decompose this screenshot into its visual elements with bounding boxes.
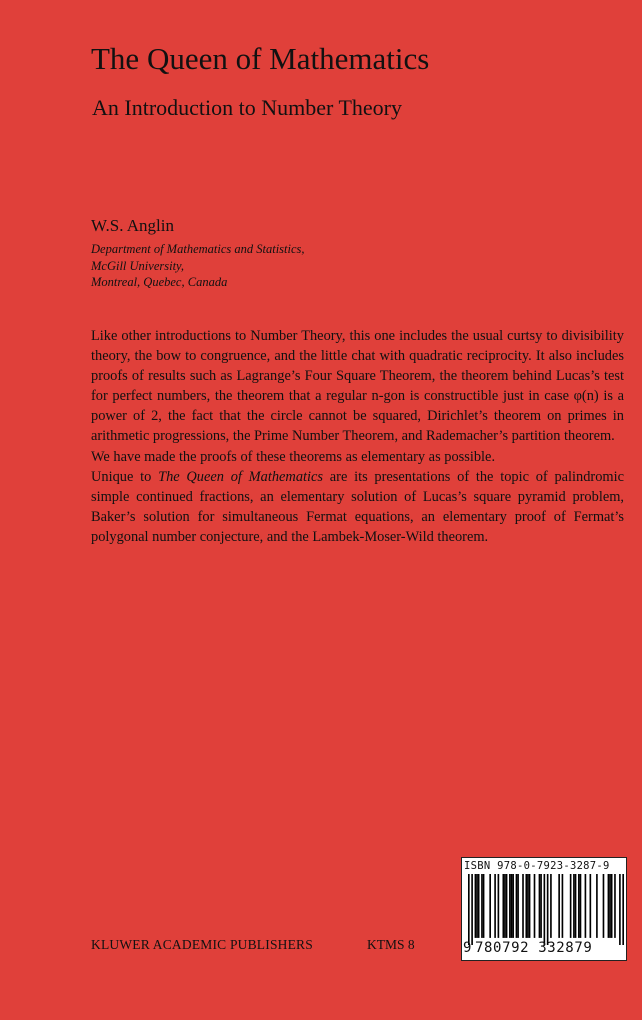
barcode-bar	[558, 874, 560, 938]
description-paragraph: Like other introductions to Number Theory, this one includes the usual curtsy to divisibility theory, the bow to congruence, and the little chat with quadratic reciprocity. It also includes proofs of results such as Lagrange’s Four Square Theorem, the theorem behind Lucas’s test for perfect numbers, the theorem that a regular n-gon is constructible just in case φ(n) is a power of 2, the fact that the circle cannot be squared, Dirichlet’s theorem on primes in arithmetic progressions, the Prime Number Theorem, and Rademacher’s partition theorem.	[91, 328, 624, 445]
publisher-name: KLUWER ACADEMIC PUBLISHERS	[91, 937, 313, 952]
description-paragraph	[91, 467, 624, 547]
barcode-bar	[539, 874, 541, 938]
barcode-bar	[580, 874, 582, 938]
affiliation-line: Montreal, Quebec, Canada	[91, 275, 228, 289]
barcode-bar	[502, 874, 504, 938]
isbn-label: ISBN 978-0-7923-3287-9	[464, 860, 610, 872]
barcode-bar	[534, 874, 536, 938]
barcode-bar	[614, 874, 616, 938]
barcode-bar	[481, 874, 483, 938]
barcode-bar	[522, 874, 524, 938]
barcode-bar	[483, 874, 485, 938]
barcode-bar	[547, 874, 549, 945]
book-subtitle: An Introduction to Number Theory	[92, 95, 402, 120]
barcode-bar	[511, 874, 513, 938]
author-affiliation	[91, 241, 305, 291]
barcode-bar	[527, 874, 529, 938]
description-text: are its presentations of the topic of palindromic simple continued fractions, an elementary solution of Lucas’s square pyramid problem, Baker’s solution for simultaneous Fermat equations, an elementary proof of Fermat’s polygonal number conjecture, and the Lambek-Moser-Wild theorem.	[91, 468, 624, 545]
barcode-bar	[476, 874, 478, 938]
affiliation-line: McGill University,	[91, 258, 185, 273]
barcode-bar	[550, 874, 552, 938]
barcode-bar	[570, 874, 572, 938]
barcode-bar	[506, 874, 508, 938]
barcode-bar	[468, 874, 470, 945]
book-title-reference: The Queen of Mathematics	[158, 468, 324, 485]
barcode-bar	[498, 874, 500, 938]
barcode-bar	[575, 874, 577, 938]
description-text: Unique to	[91, 468, 159, 485]
barcode-bar	[608, 874, 610, 938]
ean-first-digit: 9	[463, 940, 472, 956]
barcode-bar	[590, 874, 592, 938]
series-code: KTMS 8	[367, 937, 415, 952]
barcode-bar	[585, 874, 587, 938]
barcode-bar	[619, 874, 621, 945]
barcode-bar	[478, 874, 480, 938]
barcode-bar	[562, 874, 564, 938]
barcode-bar	[578, 874, 580, 938]
ean-digits: 780792 332879	[475, 940, 593, 956]
barcode-bar	[573, 874, 575, 938]
barcode-bar	[512, 874, 514, 938]
barcode-bar	[525, 874, 527, 938]
book-description	[91, 326, 624, 547]
barcode-bar	[609, 874, 611, 938]
barcode-bar	[504, 874, 506, 938]
affiliation-line: Department of Mathematics and Statistics,	[91, 242, 305, 256]
barcode-bar	[529, 874, 531, 938]
barcode-bar	[509, 874, 511, 938]
barcode-bar	[540, 874, 542, 938]
barcode-bar	[622, 874, 624, 945]
isbn-barcode	[461, 857, 627, 961]
description-paragraph: We have made the proofs of these theorems as elementary as possible.	[91, 448, 496, 465]
book-title: The Queen of Mathematics	[91, 41, 430, 76]
barcode-bar	[489, 874, 491, 938]
barcode-bar	[603, 874, 605, 938]
barcode-bar	[516, 874, 518, 938]
author-name: W.S. Anglin	[91, 216, 174, 235]
barcode-bar	[475, 874, 477, 938]
barcode-bar	[471, 874, 473, 945]
barcode-bar	[517, 874, 519, 938]
barcode-bar	[544, 874, 546, 945]
barcode-bars	[468, 874, 624, 945]
barcode-bar	[596, 874, 598, 938]
barcode-bar	[611, 874, 613, 938]
barcode-bar	[494, 874, 496, 938]
